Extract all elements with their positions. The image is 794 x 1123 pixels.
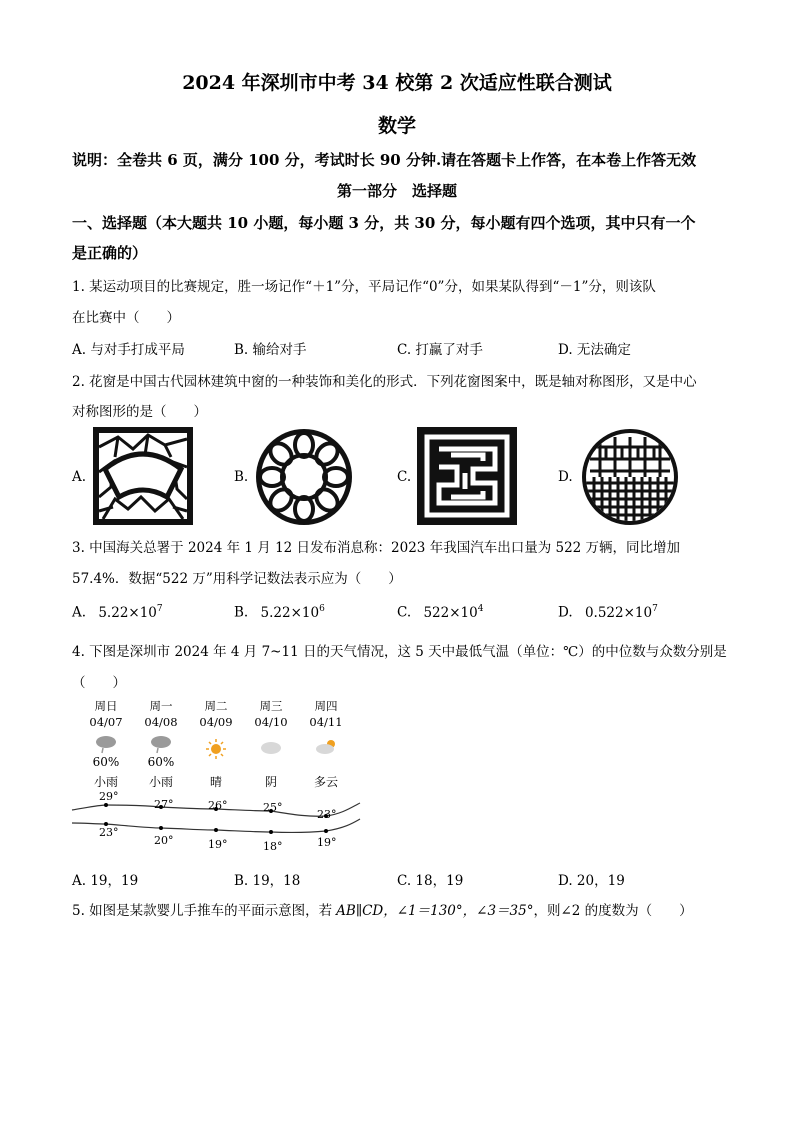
weather-date-2: 04/09 xyxy=(199,715,233,729)
weather-condition-3: 阴 xyxy=(264,775,277,789)
weather-weekday-1: 周一 xyxy=(149,699,173,713)
question-1-line2: 在比赛中（ ） xyxy=(72,310,180,326)
question-1-line1: 1. 某运动项目的比赛规定，胜一场记作“＋1”分，平局记作“0”分，如果某队得到“－1”分，则该队 xyxy=(72,279,656,295)
q3-option-d-label: D. xyxy=(558,604,573,621)
section-heading-line2: 是正确的） xyxy=(72,244,148,262)
lattice-window-d-image xyxy=(580,427,680,527)
lattice-window-b-image xyxy=(254,427,354,527)
q3-option-b-label: B. xyxy=(234,604,249,621)
q4-option-d[interactable]: D. 20，19 xyxy=(558,873,625,889)
q1-option-d[interactable]: D. 无法确定 xyxy=(558,342,631,358)
q3-option-a-base: 5.22×10 xyxy=(98,604,157,621)
high-temp-4: 23° xyxy=(317,808,337,821)
q3-option-b[interactable] xyxy=(234,604,325,621)
q2-option-b[interactable]: B. xyxy=(234,469,249,485)
q2-option-d[interactable]: D. xyxy=(558,469,573,485)
weather-date-4: 04/11 xyxy=(309,715,343,729)
weather-date-0: 04/07 xyxy=(89,715,123,729)
q3-option-d[interactable] xyxy=(558,604,658,621)
weather-weekday-3: 周三 xyxy=(259,699,283,713)
q3-option-d-base: 0.522×10 xyxy=(584,604,653,621)
low-temp-3: 18° xyxy=(263,840,283,853)
low-temp-1: 20° xyxy=(154,834,174,847)
weather-condition-2: 晴 xyxy=(209,775,222,789)
weather-precip-1: 60% xyxy=(147,755,175,769)
cloud-icon xyxy=(259,740,283,756)
q1-option-c[interactable]: C. 打赢了对手 xyxy=(397,342,483,358)
subject-title: 数学 xyxy=(377,115,416,137)
weather-precip-0: 60% xyxy=(92,755,120,769)
question-5-prefix: 5. 如图是某款婴儿手推车的平面示意图，若 xyxy=(72,903,333,919)
low-temp-4: 19° xyxy=(317,836,337,849)
q3-option-c-label: C. xyxy=(397,604,412,621)
weather-condition-0: 小雨 xyxy=(93,775,118,789)
q1-option-b[interactable]: B. 输给对手 xyxy=(234,342,307,358)
question-4-line2: （ ） xyxy=(72,675,126,691)
weather-weekday-2: 周二 xyxy=(204,699,228,713)
q3-option-c-base: 522×10 xyxy=(423,604,478,621)
sun-icon xyxy=(205,738,227,760)
high-temp-2: 26° xyxy=(208,799,228,812)
q4-option-b[interactable]: B. 19，18 xyxy=(234,873,301,889)
weather-condition-1: 小雨 xyxy=(148,775,173,789)
question-3-line2: 57.4%．数据“522 万”用科学记数法表示应为（ ） xyxy=(72,571,402,587)
high-temp-0: 29° xyxy=(99,790,119,803)
q3-option-d-exp: 7 xyxy=(652,604,658,614)
q4-option-a[interactable]: A. 19，19 xyxy=(72,873,139,889)
question-2-line2: 对称图形的是（ ） xyxy=(72,404,207,420)
high-temp-3: 25° xyxy=(263,801,283,814)
q2-option-c[interactable]: C. xyxy=(397,469,412,485)
question-4-line1: 4. 下图是深圳市 2024 年 4 月 7~11 日的天气情况，这 5 天中最低气温（单位：℃）的中位数与众数分别是 xyxy=(72,644,727,660)
q3-option-c-exp: 4 xyxy=(477,604,484,614)
q4-option-c[interactable]: C. 18，19 xyxy=(397,873,464,889)
exam-note: 说明：全卷共 6 页，满分 100 分，考试时长 90 分钟.请在答题卡上作答，在本卷上作答无效 xyxy=(72,151,697,169)
question-5-suffix: ，则∠2 的度数为（ ） xyxy=(533,903,693,919)
question-3-line1: 3. 中国海关总署于 2024 年 1 月 12 日发布消息称：2023 年我国汽车出口量为 522 万辆，同比增加 xyxy=(72,540,681,556)
weather-weekday-0: 周日 xyxy=(94,699,118,713)
question-5-math: AB∥CD，∠1＝130°，∠3＝35° xyxy=(336,903,534,919)
part-heading: 第一部分 选择题 xyxy=(336,182,457,200)
section-heading-line1: 一、选择题（本大题共 10 小题，每小题 3 分，共 30 分，每小题有四个选项，其中只有一个 xyxy=(72,214,696,232)
cloud-rain-icon xyxy=(94,734,118,754)
weather-weekday-4: 周四 xyxy=(314,699,338,713)
weather-date-1: 04/08 xyxy=(144,715,178,729)
exam-title: 2024 年深圳市中考 34 校第 2 次适应性联合测试 xyxy=(182,72,612,94)
q3-option-a[interactable] xyxy=(72,604,163,621)
low-temp-2: 19° xyxy=(208,838,228,851)
question-5 xyxy=(72,899,693,919)
lattice-window-a-image xyxy=(93,427,193,525)
q3-option-c[interactable] xyxy=(397,604,483,621)
q1-option-a[interactable]: A. 与对手打成平局 xyxy=(72,342,185,358)
lattice-window-c-image xyxy=(417,427,517,525)
q3-option-b-base: 5.22×10 xyxy=(260,604,320,621)
low-temp-0: 23° xyxy=(99,826,119,839)
weather-condition-4: 多云 xyxy=(313,775,338,789)
q3-option-b-exp: 6 xyxy=(319,604,325,614)
q3-option-a-exp: 7 xyxy=(156,604,163,614)
weather-date-3: 04/10 xyxy=(254,715,288,729)
high-temp-1: 27° xyxy=(154,798,174,811)
partly-cloudy-icon xyxy=(314,738,338,756)
question-2-line1: 2. 花窗是中国古代园林建筑中窗的一种装饰和美化的形式．下列花窗图案中，既是轴对称图形，又是中心 xyxy=(72,374,697,390)
q2-option-a[interactable]: A. xyxy=(72,469,87,485)
cloud-rain-icon xyxy=(149,734,173,754)
q3-option-a-label: A. xyxy=(72,604,87,621)
